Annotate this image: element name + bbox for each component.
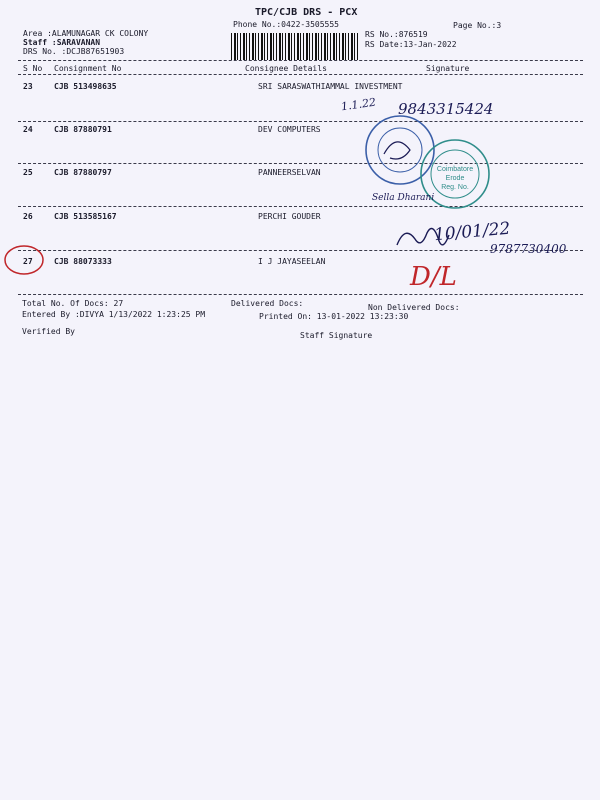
row-consignment: CJB 513585167 (54, 212, 117, 221)
row-sno: 26 (23, 212, 33, 221)
row-sno: 27 (23, 257, 33, 266)
total-docs: Total No. Of Docs: 27 (22, 299, 124, 308)
stamp-text-1: Coimbatore (436, 166, 474, 173)
handwritten-date-mark: 1.1.22 (340, 95, 377, 114)
staff-signature-label: Staff Signature (300, 331, 373, 340)
column-signature: Signature (426, 64, 470, 73)
rs-number: RS No.:876519 (365, 30, 428, 39)
row-consignment: CJB 513498635 (54, 82, 117, 91)
drs-number: DRS No. :DCJB87651903 (23, 47, 125, 56)
row-consignee: SRI SARASWATHIAMMAL INVESTMENT (258, 82, 403, 91)
column-consignee: Consignee Details (245, 64, 327, 73)
row-consignment: CJB 88073333 (54, 257, 112, 266)
stamp-text-2: Erode (445, 175, 465, 182)
divider (18, 74, 583, 75)
area-label: Area :ALAMUNAGAR CK COLONY (23, 29, 149, 38)
barcode (231, 33, 359, 60)
stamp-text-3: Reg. No. (441, 184, 469, 191)
handwritten-phone-2: 9787730400 (490, 242, 567, 256)
row-sno: 24 (23, 125, 33, 134)
printed-on: Printed On: 13-01-2022 13:23:30 (259, 312, 409, 321)
red-dl-mark: D/L (410, 262, 457, 292)
row-consignee: PERCHI GOUDER (258, 212, 321, 221)
staff-label: Staff :SARAVANAN (23, 38, 101, 47)
divider (18, 163, 583, 164)
handwritten-phone: 9843315424 (398, 100, 494, 118)
non-delivered-docs: Non Delivered Docs: (368, 303, 460, 312)
column-sno: S No (23, 64, 43, 73)
row-consignment: CJB 87880797 (54, 168, 112, 177)
column-consignment: Consignment No (54, 64, 122, 73)
page-number: Page No.:3 (453, 21, 502, 30)
divider (18, 60, 583, 61)
entered-by: Entered By :DIVYA 1/13/2022 1:23:25 PM (22, 310, 206, 319)
divider (18, 121, 583, 122)
row-sno: 23 (23, 82, 33, 91)
divider (18, 206, 583, 207)
row-consignee: PANNEERSELVAN (258, 168, 321, 177)
phone-number: Phone No.:0422-3505555 (233, 20, 339, 29)
divider (18, 294, 583, 295)
row-consignment: CJB 87880791 (54, 125, 112, 134)
row-consignee: DEV COMPUTERS (258, 125, 321, 134)
row-sno: 25 (23, 168, 33, 177)
row-consignee: I J JAYASEELAN (258, 257, 326, 266)
document-title: TPC/CJB DRS - PCX (255, 7, 358, 18)
handwritten-date: 10/01/22 (433, 218, 512, 246)
delivered-docs: Delivered Docs: (231, 299, 304, 308)
handwritten-name: Sella Dharani (372, 193, 435, 203)
rs-date: RS Date:13-Jan-2022 (365, 40, 457, 49)
verified-by: Verified By (22, 327, 75, 336)
red-circle-mark (0, 240, 50, 280)
